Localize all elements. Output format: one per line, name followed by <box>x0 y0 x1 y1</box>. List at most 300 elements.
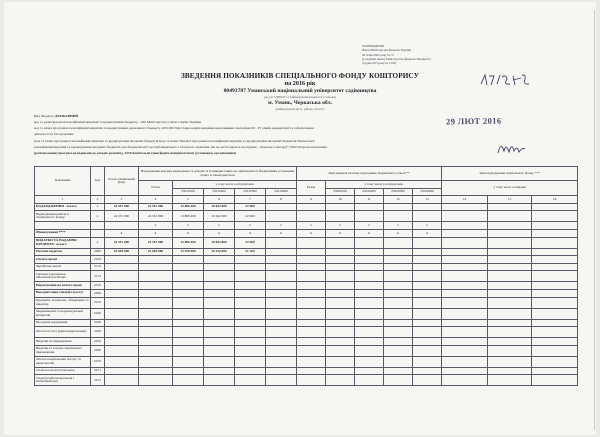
info-line-5: класифікації видатків та кредитування місцевих бюджетів для бюджетів міст республіканського і обласного значення, які не застосовують програмно - цільового методу)* 2282 Охорона вилучених <box>34 145 328 149</box>
value-cell <box>413 289 442 297</box>
column-number-cell: 14 <box>442 196 488 204</box>
value-cell <box>355 345 384 356</box>
value-cell: х <box>266 229 297 237</box>
value-cell <box>532 248 578 256</box>
row-code: 2000 <box>91 248 105 256</box>
code-cell: 25010300 <box>235 188 266 196</box>
value-cell <box>413 211 442 222</box>
value-cell <box>488 211 532 222</box>
value-cell <box>139 356 173 367</box>
value-cell <box>326 289 355 297</box>
value-cell <box>488 222 532 230</box>
value-cell <box>235 367 266 375</box>
row-code: 2112 <box>91 271 105 282</box>
value-cell: 13 886 400 <box>173 237 204 248</box>
table-row <box>35 222 578 230</box>
value-cell <box>204 297 235 308</box>
value-cell <box>384 271 413 282</box>
value-cell <box>532 345 578 356</box>
value-cell <box>488 367 532 375</box>
value-cell <box>105 256 139 264</box>
value-cell <box>139 367 173 375</box>
value-cell <box>326 375 355 386</box>
budget-type <box>34 115 78 119</box>
document-year: на 2016 рік <box>284 80 316 87</box>
value-cell <box>297 338 326 346</box>
value-cell <box>532 319 578 327</box>
value-cell <box>326 356 355 367</box>
value-cell <box>105 222 139 230</box>
value-cell <box>532 237 578 248</box>
value-cell: х <box>297 222 326 230</box>
value-cell <box>139 308 173 319</box>
header-other-special-by: у тому числі за видами <box>442 181 578 196</box>
value-cell <box>488 356 532 367</box>
value-cell <box>413 356 442 367</box>
value-cell <box>326 263 355 271</box>
value-cell: х <box>204 222 235 230</box>
value-cell <box>266 203 297 211</box>
value-cell <box>442 229 488 237</box>
column-number-row <box>35 196 578 204</box>
value-cell <box>442 327 488 338</box>
header-by-accounts: у тому числі за підгрупами <box>173 181 297 189</box>
value-cell: х <box>384 229 413 237</box>
value-cell <box>326 345 355 356</box>
value-cell <box>442 222 488 230</box>
value-cell <box>355 271 384 282</box>
value-cell <box>326 319 355 327</box>
value-cell <box>235 256 266 264</box>
row-label: Нарахування на оплату праці <box>35 282 91 290</box>
value-cell <box>266 338 297 346</box>
value-cell <box>532 338 578 346</box>
value-cell <box>204 345 235 356</box>
value-cell <box>442 256 488 264</box>
value-cell <box>384 308 413 319</box>
value-cell <box>266 256 297 264</box>
value-cell <box>355 319 384 327</box>
value-cell: 10 642 600 <box>204 211 235 222</box>
value-cell <box>442 375 488 386</box>
value-cell <box>355 338 384 346</box>
value-cell <box>488 282 532 290</box>
value-cell <box>355 327 384 338</box>
value-cell <box>266 237 297 248</box>
value-cell: х <box>355 222 384 230</box>
value-cell: х <box>326 229 355 237</box>
value-cell: х <box>139 222 173 230</box>
table-row <box>35 375 578 386</box>
document-title: ЗВЕДЕННЯ ПОКАЗНИКІВ СПЕЦІАЛЬНОГО ФОНДУ КОШТОРИСУ <box>181 72 419 80</box>
value-cell <box>266 356 297 367</box>
value-cell <box>413 319 442 327</box>
row-code: 2120 <box>91 282 105 290</box>
row-code: 2210 <box>91 297 105 308</box>
value-cell: х <box>326 222 355 230</box>
value-cell: х <box>235 222 266 230</box>
header-code: Код <box>91 167 105 196</box>
value-cell <box>235 319 266 327</box>
value-cell <box>488 248 532 256</box>
value-cell <box>488 229 532 237</box>
value-cell <box>326 271 355 282</box>
budget-type-value: ДЕРЖАВНИЙ <box>54 114 79 118</box>
value-cell <box>384 211 413 222</box>
row-label: Використання товарів і послуг <box>35 289 91 297</box>
value-cell: 21 100 <box>235 248 266 256</box>
value-cell <box>532 211 578 222</box>
value-cell <box>384 289 413 297</box>
value-cell <box>413 338 442 346</box>
value-cell <box>442 345 488 356</box>
value-cell <box>488 271 532 282</box>
column-number-cell: 16 <box>532 196 578 204</box>
row-label: Продукти харчування <box>35 319 91 327</box>
value-cell <box>326 308 355 319</box>
value-cell <box>532 327 578 338</box>
value-cell <box>488 203 532 211</box>
table-row <box>35 263 578 271</box>
institution-note: (код за ЄДРПОУ та найменування бюджетної установи) <box>264 95 336 99</box>
value-cell <box>105 327 139 338</box>
value-cell <box>173 327 204 338</box>
value-cell <box>266 345 297 356</box>
table-row <box>35 367 578 375</box>
value-cell <box>384 203 413 211</box>
column-number-cell: 1 <box>35 196 91 204</box>
row-code: 2110 <box>91 263 105 271</box>
header-row-1 <box>35 167 578 181</box>
budget-type-label: Вид бюджету <box>34 114 55 118</box>
value-cell <box>488 308 532 319</box>
row-label: Надходження коштів із спеціального фонду <box>35 211 91 222</box>
value-cell <box>139 263 173 271</box>
value-cell <box>384 367 413 375</box>
value-cell <box>355 263 384 271</box>
table-row <box>35 229 578 237</box>
row-code: х <box>91 237 105 248</box>
value-cell: 22 000 <box>235 203 266 211</box>
value-cell <box>442 308 488 319</box>
value-cell <box>355 297 384 308</box>
value-cell <box>413 271 442 282</box>
row-code: 2240 <box>91 327 105 338</box>
value-cell <box>384 248 413 256</box>
value-cell <box>204 263 235 271</box>
value-cell <box>235 297 266 308</box>
value-cell <box>139 327 173 338</box>
value-cell <box>297 356 326 367</box>
value-cell <box>355 289 384 297</box>
value-cell <box>235 282 266 290</box>
value-cell <box>297 375 326 386</box>
value-cell <box>266 211 297 222</box>
value-cell <box>442 289 488 297</box>
value-cell <box>173 319 204 327</box>
value-cell <box>442 297 488 308</box>
code-cell: 25020100 <box>326 188 355 196</box>
code-cell: 25020200 <box>355 188 384 196</box>
value-cell <box>488 338 532 346</box>
value-cell <box>355 282 384 290</box>
value-cell <box>442 367 488 375</box>
row-label: Оплата водопостачання і водовідведення <box>35 375 91 386</box>
value-cell <box>105 345 139 356</box>
value-cell <box>297 289 326 297</box>
header-other-revenue: Інші джерела власних надходжень бюджетних установ ** <box>297 167 442 181</box>
row-label: Оплата комунальних послуг та енергоносіїв <box>35 356 91 367</box>
value-cell <box>204 338 235 346</box>
value-cell <box>105 375 139 386</box>
value-cell <box>266 282 297 290</box>
column-number-cell: 4 <box>139 196 173 204</box>
value-cell <box>413 203 442 211</box>
value-cell <box>326 338 355 346</box>
value-cell: 22 000 <box>235 237 266 248</box>
value-cell <box>173 282 204 290</box>
row-code: 2250 <box>91 338 105 346</box>
value-cell <box>204 356 235 367</box>
column-number-cell: 13 <box>413 196 442 204</box>
value-cell <box>266 319 297 327</box>
value-cell <box>532 229 578 237</box>
table-row <box>35 297 578 308</box>
value-cell <box>355 237 384 248</box>
value-cell <box>297 327 326 338</box>
value-cell <box>442 271 488 282</box>
row-code: 2220 <box>91 308 105 319</box>
value-cell <box>355 256 384 264</box>
row-label <box>35 222 91 230</box>
value-cell <box>297 367 326 375</box>
value-cell: х <box>355 229 384 237</box>
city-name: м. Умань, Черкаська обл. <box>267 100 333 106</box>
value-cell <box>413 248 442 256</box>
value-cell <box>204 319 235 327</box>
value-cell <box>326 297 355 308</box>
code-cell: 25010200 <box>204 188 235 196</box>
value-cell <box>532 222 578 230</box>
header-other-special: Інші надходження спеціального фонду *** <box>442 167 578 181</box>
value-cell <box>297 271 326 282</box>
value-cell <box>384 375 413 386</box>
value-cell <box>105 271 139 282</box>
value-cell <box>297 308 326 319</box>
table-row <box>35 271 578 282</box>
header-total: Разом <box>139 181 173 196</box>
value-cell <box>235 356 266 367</box>
table-row <box>35 319 578 327</box>
table-row <box>35 211 578 222</box>
value-cell <box>105 308 139 319</box>
row-label: Поточні видатки <box>35 248 91 256</box>
value-cell <box>235 338 266 346</box>
row-label: Видатки на відрядження <box>35 338 91 346</box>
value-cell <box>297 297 326 308</box>
value-cell <box>139 256 173 264</box>
header-indicator: Показники <box>35 167 91 196</box>
info-line-4: (код та назва програмної класифікації видатків та кредитування місцевих бюджетів (код та назва Типової програмної класифікації видатків та кредитування місцевих бюджетів/Тимчасової <box>34 139 315 143</box>
value-cell <box>139 297 173 308</box>
value-cell <box>326 367 355 375</box>
value-cell <box>173 271 204 282</box>
value-cell <box>442 282 488 290</box>
value-cell <box>173 367 204 375</box>
value-cell: х <box>173 222 204 230</box>
approval-line: ЗАТВЕРДЖЕНО <box>362 44 385 48</box>
value-cell <box>532 282 578 290</box>
value-cell <box>532 256 578 264</box>
value-cell <box>532 203 578 211</box>
value-cell <box>488 345 532 356</box>
value-cell <box>139 338 173 346</box>
value-cell <box>204 375 235 386</box>
value-cell: 13 886 400 <box>173 203 204 211</box>
value-cell <box>532 367 578 375</box>
value-cell <box>532 356 578 367</box>
value-cell <box>204 289 235 297</box>
value-cell: х <box>266 222 297 230</box>
info-line-2: код та назва програмної класифікації видатків та кредитування державного бюджету 2201160 Підготовка кадрів вищими навчальними закладами ІІІ - IV рівнів акредитації та забезпечення <box>34 126 314 130</box>
value-cell <box>326 248 355 256</box>
row-code: 2270 <box>91 356 105 367</box>
value-cell <box>384 256 413 264</box>
value-cell: х <box>235 229 266 237</box>
table-body <box>35 167 578 386</box>
value-cell: 13 886 400 <box>173 211 204 222</box>
value-cell <box>488 327 532 338</box>
value-cell <box>488 237 532 248</box>
value-cell <box>297 282 326 290</box>
table-row <box>35 203 578 211</box>
value-cell: 24 551 000 <box>105 211 139 222</box>
value-cell: х <box>139 229 173 237</box>
value-cell <box>105 356 139 367</box>
value-cell <box>355 356 384 367</box>
value-cell: х <box>105 229 139 237</box>
value-cell <box>384 327 413 338</box>
special-fund-table <box>34 166 578 386</box>
value-cell <box>413 367 442 375</box>
row-label: Оплата послуг (крім комунальних) <box>35 327 91 338</box>
info-line-3: діяльності їх баз практики <box>34 132 74 136</box>
value-cell <box>355 203 384 211</box>
value-cell <box>173 356 204 367</box>
value-cell: 24 551 000 <box>139 211 173 222</box>
value-cell <box>384 338 413 346</box>
value-cell <box>105 297 139 308</box>
date-stamp: 29 ЛЮТ 2016 <box>445 115 502 127</box>
value-cell <box>266 367 297 375</box>
row-code: 2260 <box>91 345 105 356</box>
value-cell <box>532 375 578 386</box>
value-cell <box>297 237 326 248</box>
value-cell <box>204 327 235 338</box>
value-cell <box>173 338 204 346</box>
value-cell <box>442 356 488 367</box>
value-cell <box>235 375 266 386</box>
header-own-revenue: Надходження власних надходжень та доходів та їх використання, що здійснюються бюджетними установами згідно із законодавством <box>139 167 297 181</box>
value-cell <box>235 271 266 282</box>
value-cell <box>139 345 173 356</box>
row-code <box>91 222 105 230</box>
value-cell <box>266 297 297 308</box>
value-cell <box>297 256 326 264</box>
value-cell <box>139 282 173 290</box>
table-row <box>35 282 578 290</box>
value-cell <box>384 282 413 290</box>
value-cell <box>326 211 355 222</box>
value-cell <box>235 289 266 297</box>
row-code: 2272 <box>91 375 105 386</box>
column-number-cell: 6 <box>204 196 235 204</box>
row-label: Оплата праці <box>35 256 91 264</box>
value-cell: 23 604 000 <box>139 248 173 256</box>
value-cell <box>442 319 488 327</box>
institution-name: 00493787 Уманський національний університет садівництва <box>223 88 377 94</box>
value-cell <box>442 211 488 222</box>
value-cell: 10 642 600 <box>204 203 235 211</box>
column-number-cell: 12 <box>384 196 413 204</box>
value-cell <box>266 289 297 297</box>
row-code: 2100 <box>91 256 105 264</box>
value-cell <box>204 271 235 282</box>
value-cell <box>297 345 326 356</box>
column-number-cell: 15 <box>488 196 532 204</box>
value-cell <box>326 327 355 338</box>
table-row <box>35 248 578 256</box>
value-cell <box>173 263 204 271</box>
value-cell <box>355 375 384 386</box>
value-cell <box>173 375 204 386</box>
value-cell: 24 551 000 <box>105 203 139 211</box>
value-cell <box>413 308 442 319</box>
value-cell <box>105 367 139 375</box>
value-cell <box>326 237 355 248</box>
table-row <box>35 345 578 356</box>
row-code: х <box>91 211 105 222</box>
column-number-cell: 7 <box>235 196 266 204</box>
header-total-special: Разом спеціальний фонд <box>105 167 139 196</box>
value-cell <box>532 289 578 297</box>
value-cell <box>139 289 173 297</box>
row-code: 2200 <box>91 289 105 297</box>
info-line-1: код та назва відомчої класифікації видатків та кредитування бюджету - 220 Міністерство освіти і науки України <box>34 120 201 124</box>
value-cell <box>384 263 413 271</box>
value-cell <box>413 297 442 308</box>
value-cell <box>355 308 384 319</box>
row-label: ВИДАТКИ ТА НАДАННЯ КРЕДИТІВ - всього <box>35 237 91 248</box>
value-cell <box>326 282 355 290</box>
approval-line: (у редакції наказу Міністерства фінансів України 04 <box>362 56 431 61</box>
value-cell <box>384 345 413 356</box>
column-number-cell: 8 <box>266 196 297 204</box>
column-number-cell: 11 <box>355 196 384 204</box>
row-code: 2230 <box>91 319 105 327</box>
page-edge-shadow <box>594 10 595 430</box>
value-cell <box>105 338 139 346</box>
table-row <box>35 338 578 346</box>
value-cell <box>204 256 235 264</box>
value-cell <box>204 308 235 319</box>
value-cell <box>266 308 297 319</box>
value-cell: х <box>297 229 326 237</box>
value-cell <box>488 319 532 327</box>
city-note: (найменування міста, району, області) <box>275 107 325 111</box>
value-cell: 24 551 000 <box>139 237 173 248</box>
value-cell: х <box>413 222 442 230</box>
